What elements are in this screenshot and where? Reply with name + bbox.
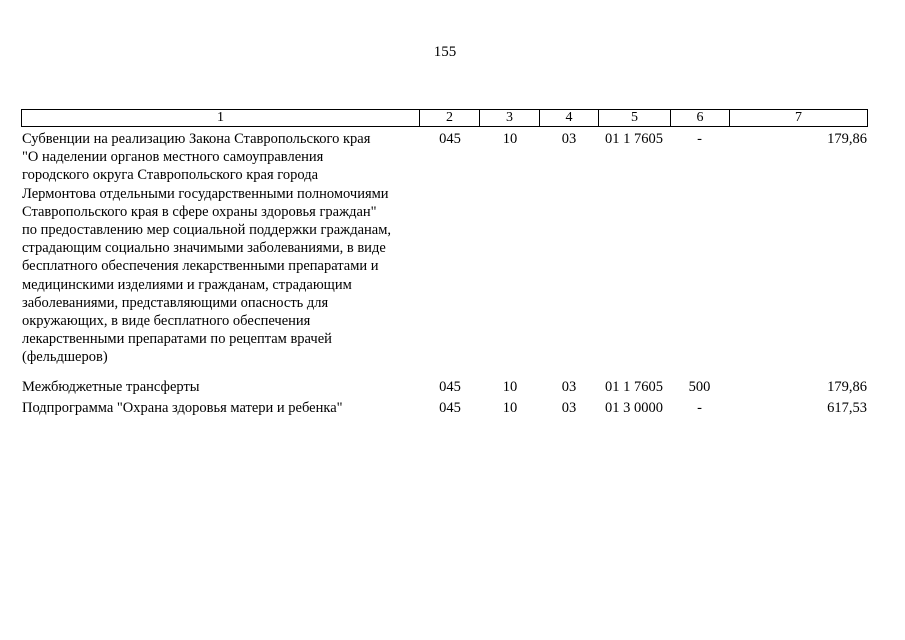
row-col-5: 01 1 7605 [605, 379, 663, 395]
row-col-6: - [697, 131, 702, 147]
row-col-4: 03 [561, 131, 577, 147]
header-col-6: 6 [671, 110, 730, 126]
row-col-7: 179,86 [827, 379, 867, 395]
row-col-5: 01 1 7605 [605, 131, 663, 147]
table-header-row [21, 109, 868, 127]
row-col-2: 045 [439, 400, 461, 416]
row-col-6: - [697, 400, 702, 416]
row-name: Подпрограмма "Охрана здоровья матери и ребенка" [22, 400, 343, 416]
row-col-6: 500 [688, 379, 711, 395]
row-col-4: 03 [561, 400, 577, 416]
header-col-2: 2 [420, 110, 480, 126]
row-col-3: 10 [502, 400, 518, 416]
header-col-5: 5 [599, 110, 671, 126]
row-col-7: 179,86 [827, 131, 867, 147]
row-col-3: 10 [502, 131, 518, 147]
row-col-4: 03 [561, 379, 577, 395]
row-col-5: 01 3 0000 [605, 400, 663, 416]
row-col-3: 10 [502, 379, 518, 395]
row-name: Субвенции на реализацию Закона Ставропольского края "О наделении органов местного самоуправления городского округа Ставропольского края города Лермонтова отдельными государственными полномочиями Ставропольского края в сфере охраны здоровья граждан" по предоставлению мер социальной поддержки гражданам, страдающим социально значимыми заболеваниями, в виде бесплатного обеспечения лекарственными препаратами и медицинскими изделиями и гражданам, страдающим заболеваниями, представляющими опасность для окружающих, в виде бесплатного обеспечения лекарственными препаратами по рецептам врачей (фельдшеров) [22, 131, 392, 366]
row-col-2: 045 [439, 379, 461, 395]
header-col-3: 3 [480, 110, 540, 126]
row-col-7: 617,53 [827, 400, 867, 416]
page-number: 155 [433, 44, 457, 60]
row-name: Межбюджетные трансферты [22, 379, 200, 395]
header-col-7: 7 [795, 110, 802, 125]
header-col-4: 4 [540, 110, 599, 126]
row-col-2: 045 [439, 131, 461, 147]
header-col-1: 1 [22, 110, 420, 126]
